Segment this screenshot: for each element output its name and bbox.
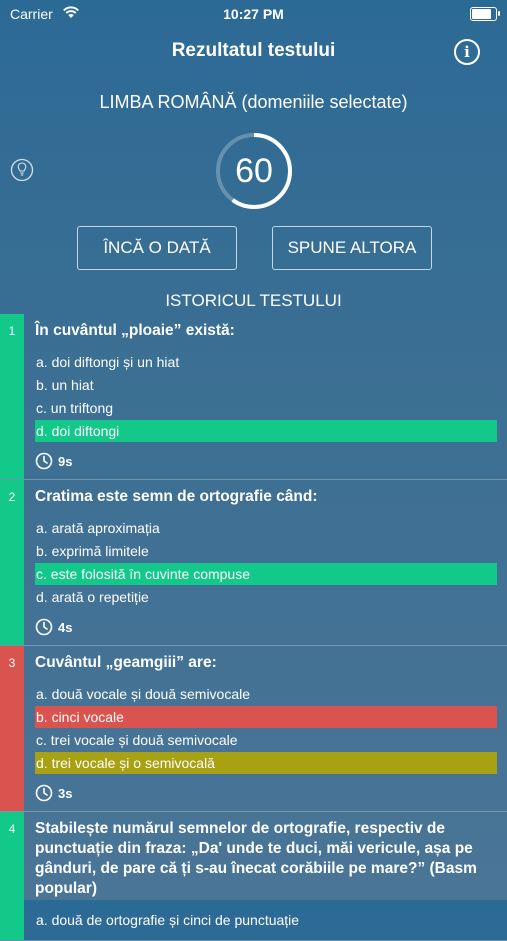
answer-option-selected-correct: d. doi diftongi bbox=[35, 420, 497, 442]
question-number: 4 bbox=[8, 822, 16, 836]
carrier-label: Carrier bbox=[10, 6, 53, 22]
try-again-button[interactable]: ÎNCĂ O DATĂ bbox=[77, 226, 237, 270]
share-button[interactable]: SPUNE ALTORA bbox=[272, 226, 432, 270]
answer-option: c. trei vocale și două semivocale bbox=[36, 732, 238, 748]
answer-option-correct: d. trei vocale și o semivocală bbox=[35, 752, 497, 774]
answer-time: 3s bbox=[58, 785, 73, 801]
question-text: Stabilește numărul semnelor de ortografie, respectiv de punctuație din fraza: „Da' unde te duci, măi vericule, așa pe gânduri, de pare că ți s-au înecat corăbiile pe mare?” (Basm popular) bbox=[35, 820, 477, 897]
question-text: Cratima este semn de ortografie când: bbox=[35, 488, 318, 505]
history-list bbox=[0, 314, 507, 941]
status-time: 10:27 PM bbox=[223, 6, 284, 22]
question-item bbox=[0, 480, 507, 646]
question-text: În cuvântul „ploaie” există: bbox=[35, 322, 235, 339]
answer-option: b. exprimă limitele bbox=[36, 543, 149, 559]
answer-time: 9s bbox=[58, 453, 73, 469]
score-value: 60 bbox=[235, 152, 273, 190]
answer-option: a. doi diftongi și un hiat bbox=[36, 354, 180, 370]
clock-icon bbox=[35, 452, 53, 470]
subject-title: LIMBA ROMÂNĂ (domeniile selectate) bbox=[99, 92, 408, 112]
history-title: ISTORICUL TESTULUI bbox=[165, 291, 342, 310]
answer-option: c. un triftong bbox=[36, 400, 114, 416]
info-button[interactable] bbox=[454, 39, 480, 65]
status-stripe bbox=[0, 314, 24, 479]
answer-time: 4s bbox=[58, 619, 73, 635]
answer-option-selected-correct: c. este folosită în cuvinte compuse bbox=[35, 563, 497, 585]
answer-option: a. două de ortografie și cinci de punctuație bbox=[36, 912, 300, 928]
battery-level bbox=[472, 9, 491, 19]
clock-icon bbox=[35, 784, 53, 802]
question-text: Cuvântul „geamgiii” are: bbox=[35, 654, 217, 671]
status-stripe bbox=[0, 646, 24, 811]
answer-option: b. un hiat bbox=[36, 377, 94, 393]
question-item bbox=[0, 812, 507, 941]
info-icon: i bbox=[464, 43, 470, 61]
answer-option-selected-wrong: b. cinci vocale bbox=[35, 706, 497, 728]
nav-title: Rezultatul testului bbox=[171, 40, 336, 61]
status-stripe bbox=[0, 480, 24, 645]
question-item bbox=[0, 646, 507, 812]
question-number: 3 bbox=[8, 656, 16, 670]
answer-option: d. arată o repetiție bbox=[36, 589, 149, 605]
answer-option: a. două vocale și două semivocale bbox=[36, 686, 251, 702]
question-item bbox=[0, 314, 507, 480]
clock-icon bbox=[35, 618, 53, 636]
question-number: 2 bbox=[8, 490, 16, 504]
question-number: 1 bbox=[8, 324, 16, 338]
lightbulb-icon[interactable] bbox=[10, 158, 34, 182]
battery-icon bbox=[470, 7, 497, 21]
status-bar bbox=[0, 0, 507, 30]
answer-option: a. arată aproximația bbox=[36, 520, 160, 536]
